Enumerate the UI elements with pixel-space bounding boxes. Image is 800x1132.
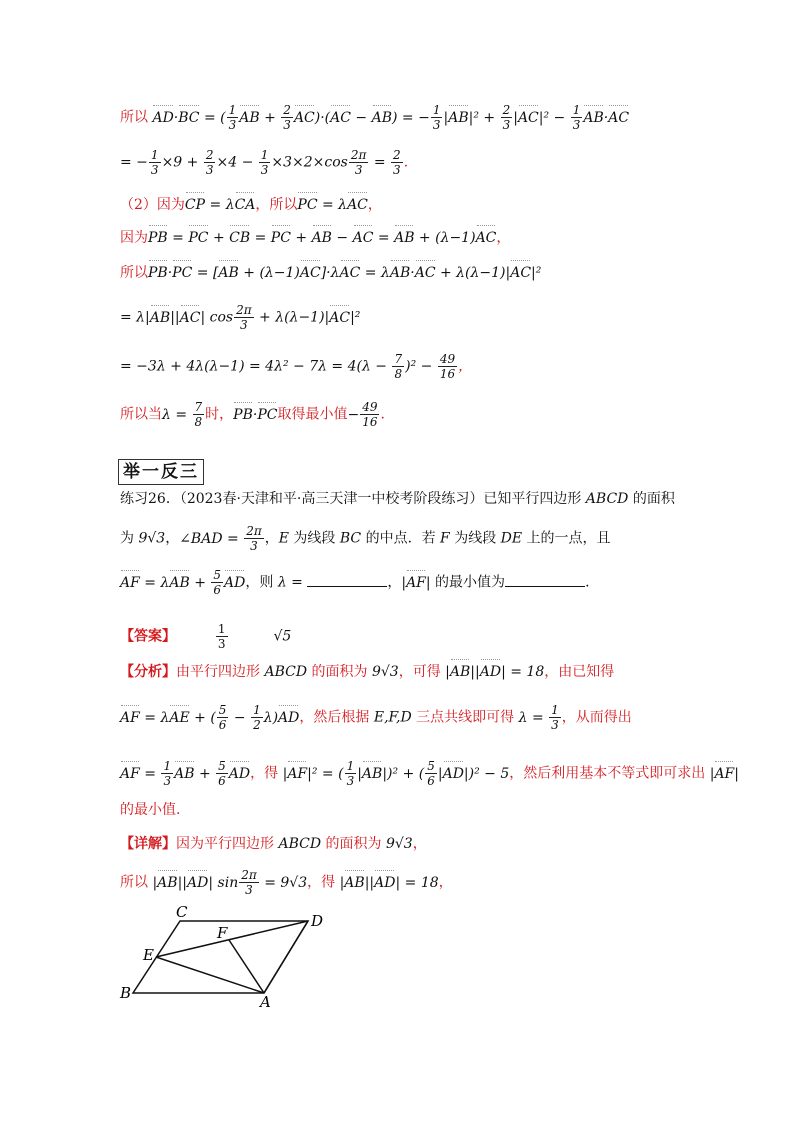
- analysis-line-2: AF = λAE + ( $\frac{5}{6}$ − $\frac{1}{2}$ λ)AD，然后根据 E,F,D 三点共线即可得 λ = $\frac{1}{3}$ ，从而得出: [120, 703, 632, 732]
- answer-value-1: $\frac{1}{3}$: [217, 622, 226, 651]
- solution-part2-line-2: 因为PB = PC + CB = PC + AB − AC = AB + (λ−1)AC，: [120, 230, 511, 246]
- solution-part2-line-4: = λ|AB||AC| cos $\frac{2\pi}{3}$ + λ(λ−1)|AC|²: [120, 303, 361, 332]
- segment-ed: [156, 921, 308, 957]
- answer-value-2: √5: [273, 628, 292, 645]
- text-prefix: 所以: [120, 109, 148, 126]
- problem-line-2: 为 9√3，∠BAD = $\frac{2\pi}{3}$ ，E 为线段 BC 的中点．若 F 为线段 DE 上的一点，且: [120, 524, 611, 553]
- label-b: B: [120, 984, 132, 1002]
- detail-line-1: 【详解】因为平行四边形 ABCD 的面积为 9√3，: [120, 836, 427, 852]
- answer-tag: 【答案】: [120, 628, 176, 645]
- label-d: D: [311, 912, 324, 930]
- solution-part2-line-5: = −3λ + 4λ(λ−1) = 4λ² − 7λ = 4(λ − $\frac{7}{8}$ )² − $\frac{49}{16}$ ，: [120, 352, 473, 381]
- answer-blank-1[interactable]: [307, 572, 387, 587]
- analysis-line-3: AF = $\frac{1}{3}$ AB + $\frac{5}{6}$ AD，得 |AF|² = ( $\frac{1}{3}$ |AB|)² + ( $\frac{5}{6}$ |AD|)² − 5，然后利用基本不等式即可求出 |AF|: [120, 759, 739, 788]
- label-c: C: [176, 903, 188, 921]
- vector-expression: AD·BC = ( $\frac{1}{3}$ AB + $\frac{2}{3}$ AC)·(AC − AB) = − $\frac{1}{3}$ |AB|² + $\frac{2}{3}$ |AC|² − $\frac{1}{3}$ AB·AC: [152, 103, 630, 132]
- analysis-tag: 【分析】: [120, 664, 176, 680]
- solution-part2-line-1: （2）因为CP = λCA，所以PC = λAC，: [120, 197, 382, 213]
- segment-fa: [229, 940, 264, 993]
- parallelogram-figure: [110, 900, 340, 1010]
- detail-line-2: 所以 |AB||AD| sin $\frac{2\pi}{3}$ = 9√3，得 |AB||AD| = 18，: [120, 868, 453, 897]
- analysis-line-4: 的最小值.: [120, 802, 181, 818]
- solution-line-2: = − $\frac{1}{3}$ ×9 + $\frac{2}{3}$ ×4 − $\frac{1}{3}$ ×3×2×cos $\frac{2\pi}{3}$ = $\frac{2}{3}$ .: [120, 148, 409, 177]
- label-f: F: [217, 924, 228, 942]
- section-heading: 举一反三: [118, 459, 204, 485]
- answer-line: [120, 622, 291, 651]
- analysis-line-1: 【分析】由平行四边形 ABCD 的面积为 9√3，可得 |AB||AD| = 18，由已知得: [120, 664, 615, 680]
- segment-ea: [156, 957, 264, 993]
- detail-tag: 【详解】: [120, 836, 176, 852]
- label-a: A: [260, 993, 271, 1010]
- segment-da: [264, 921, 308, 993]
- answer-blank-2[interactable]: [505, 572, 585, 587]
- label-e: E: [143, 946, 154, 964]
- problem-line-3: AF = λAB + $\frac{5}{6}$ AD，则 λ = ，|AF| 的最小值为 .: [120, 568, 590, 597]
- solution-part2-line-6: 所以当λ = $\frac{7}{8}$ 时，PB·PC取得最小值− $\frac{49}{16}$ .: [120, 400, 385, 429]
- problem-line-1: 练习26．（2023春·天津和平·高三天津一中校考阶段练习）已知平行四边形 ABCD 的面积: [120, 491, 675, 507]
- solution-part2-line-3: 所以PB·PC = [AB + (λ−1)AC]·λAC = λAB·AC + λ(λ−1)|AC|²: [120, 265, 542, 281]
- solution-line-1: [120, 103, 629, 132]
